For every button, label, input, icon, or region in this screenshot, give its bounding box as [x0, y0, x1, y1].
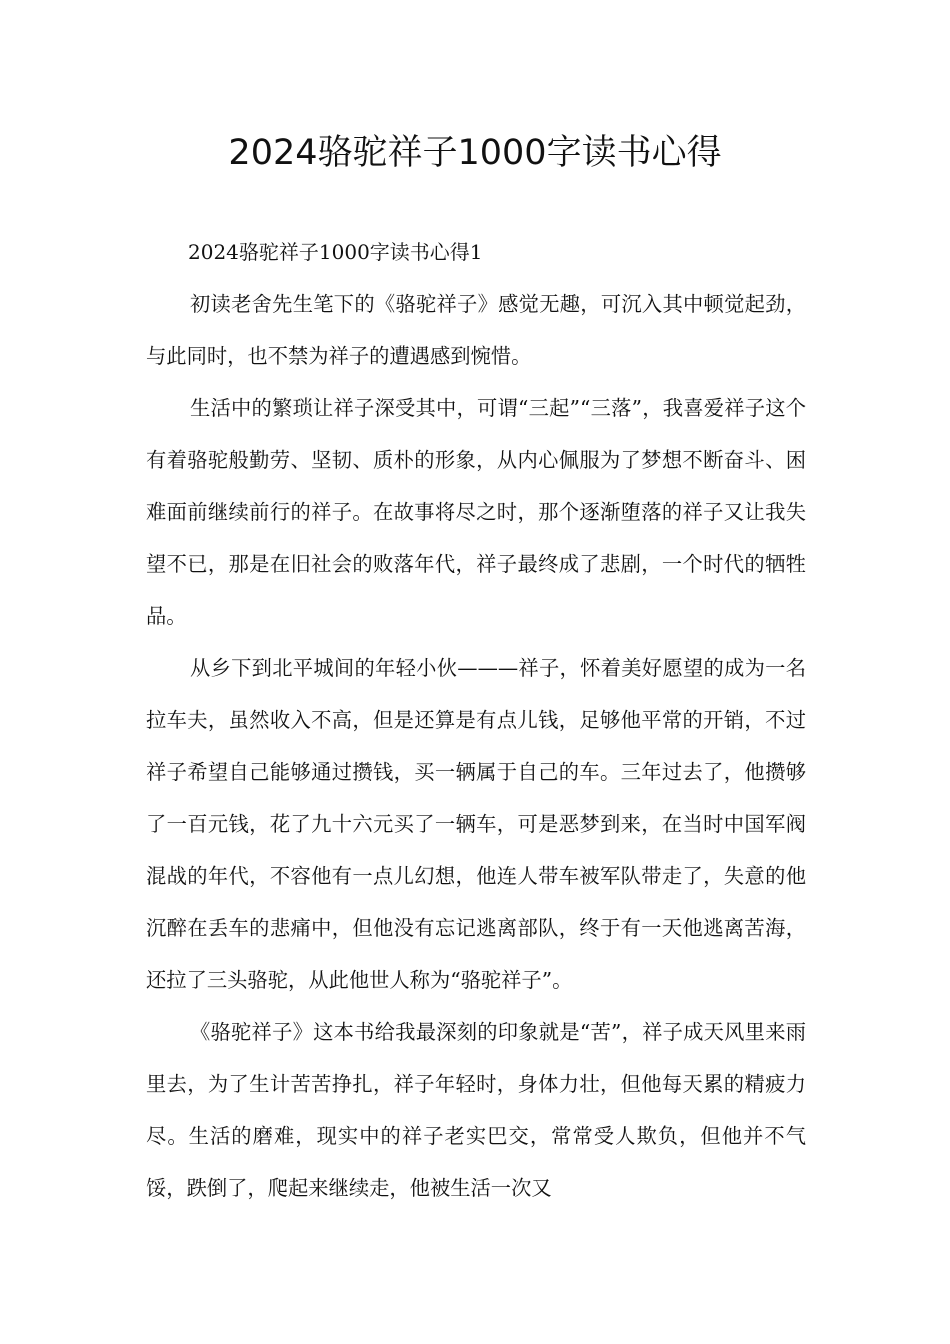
paragraph-2: 生活中的繁琐让祥子深受其中，可谓“三起”“三落”，我喜爱祥子这个有着骆驼般勤劳、坚韧、质朴的形象，从内心佩服为了梦想不断奋斗、困难面前继续前行的祥子。在故事将尽之时，那个逐渐堕落的祥子又让我失望不已，那是在旧社会的败落年代，祥子最终成了悲剧，一个时代的牺牲品。 — [146, 396, 806, 628]
paragraph-4: 《骆驼祥子》这本书给我最深刻的印象就是“苦”，祥子成天风里来雨里去，为了生计苦苦挣扎，祥子年轻时，身体力壮，但他每天累的精疲力尽。生活的磨难，现实中的祥子老实巴交，常常受人欺负，但他并不气馁，跌倒了，爬起来继续走，他被生活一次又 — [146, 1020, 806, 1200]
paragraph-1: 初读老舍先生笔下的《骆驼祥子》感觉无趣，可沉入其中顿觉起劲，与此同时，也不禁为祥子的遭遇感到惋惜。 — [146, 292, 806, 368]
document-body — [146, 226, 806, 1214]
paragraph-3: 从乡下到北平城间的年轻小伙———祥子，怀着美好愿望的成为一名拉车夫，虽然收入不高，但是还算是有点儿钱，足够他平常的开销，不过祥子希望自己能够通过攒钱，买一辆属于自己的车。三年过去了，他攒够了一百元钱，花了九十六元买了一辆车，可是恶梦到来，在当时中国军阀混战的年代，不容他有一点儿幻想，他连人带车被军队带走了，失意的他沉醉在丢车的悲痛中，但他没有忘记逃离部队，终于有一天他逃离苦海，还拉了三头骆驼，从此他世人称为“骆驼祥子”。 — [146, 656, 806, 992]
section-heading: 2024骆驼祥子1000字读书心得1 — [188, 240, 483, 264]
document-title: 2024骆驼祥子1000字读书心得 — [228, 133, 722, 173]
